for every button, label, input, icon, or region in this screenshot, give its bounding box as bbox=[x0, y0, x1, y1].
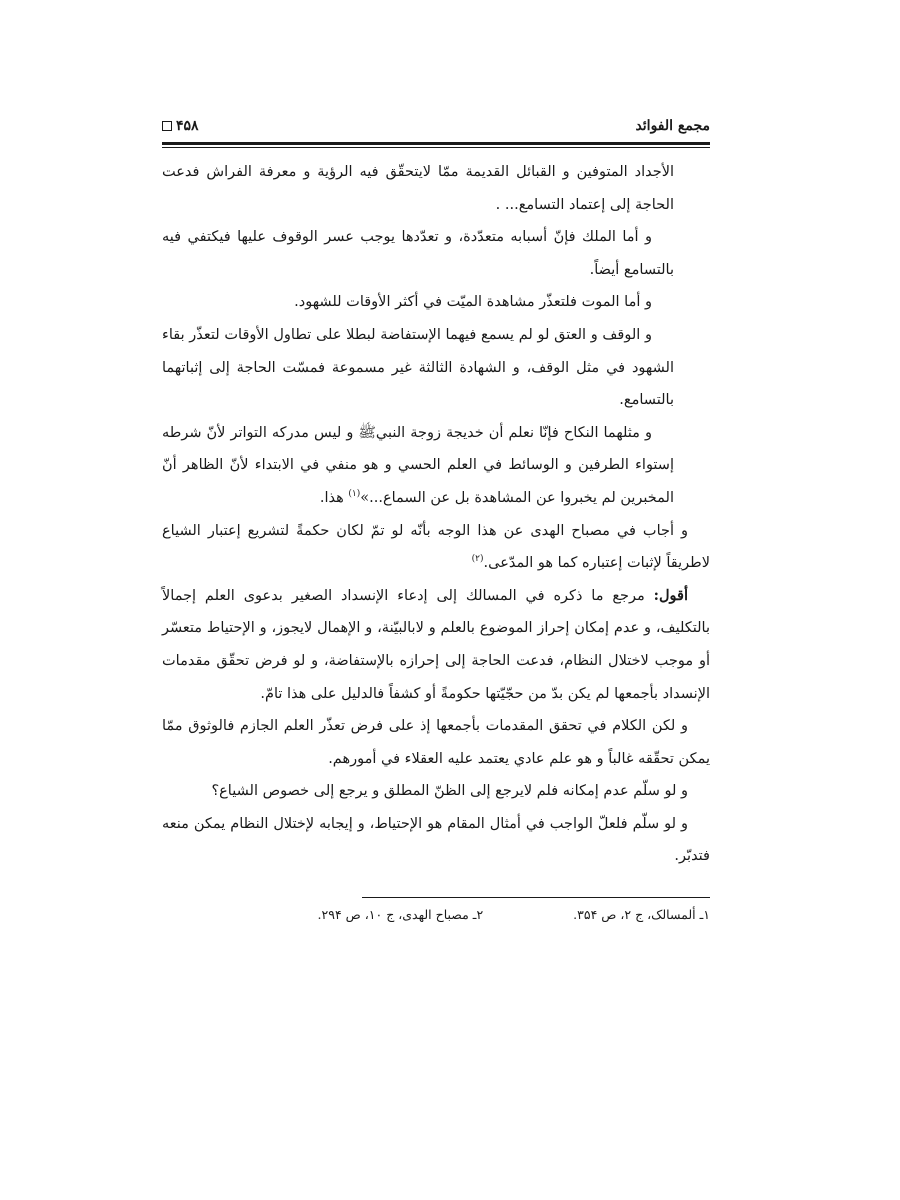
footnote-2: ۲ـ مصباح الهدى، ج ۱۰، ص ۲۹۴. bbox=[317, 907, 484, 922]
paragraph: و لكن الكلام في تحقق المقدمات بأجمعها إذ على فرض تعذّر العلم الجازم فالوثوق ممّا يمكن تحقّقه غالباً و هو علم عادي يعتمد عليه العقلاء في أمورهم. bbox=[162, 718, 710, 767]
paragraph bbox=[162, 515, 710, 580]
page-number: ۴۵۸ bbox=[176, 118, 199, 134]
header-rule-thick bbox=[162, 142, 710, 145]
page-number-block bbox=[162, 118, 199, 134]
paragraph: و أما الملك فإنّ أسبابه متعدّدة، و تعدّدها يوجب عسر الوقوف عليها فيكتفي فيه بالتسامع أيضاً. bbox=[162, 229, 674, 278]
paragraph-text: و أجاب في مصباح الهدى عن هذا الوجه بأنّه لو تمّ لكان حكمةً لتشريع إعتبار الشياع لاطريقاً لإثبات إعتباره كما هو المدّعى. bbox=[162, 522, 710, 572]
square-icon bbox=[162, 121, 172, 131]
book-title: مجمع الفوائد bbox=[635, 118, 710, 134]
paragraph: و لو سلّم فلعلّ الواجب في أمثال المقام هو الإحتياط، و إيجابه لإختلال النظام يمكن منعه فتدبّر. bbox=[162, 815, 710, 865]
paragraph bbox=[162, 580, 710, 710]
footnote-rule bbox=[362, 897, 710, 898]
paragraph-text: و مثلهما النكاح فإنّا نعلم أن خديجة زوجة النبيﷺ و ليس مدركه التواتر لأنّ شرطه إستواء الطرفين و الوسائط في العلم الحسي و هو منفي في الابتداء لأنّ الظاهر أنّ المخبرين لم يخبروا عن المشاهدة بل عن السماع...» bbox=[162, 424, 674, 506]
paragraph bbox=[162, 417, 710, 515]
header-rule-thin bbox=[162, 147, 710, 148]
footnote-ref-2: (۲) bbox=[471, 554, 484, 565]
page-header bbox=[162, 112, 710, 146]
footnote-1: ۱ـ ألمسالک، ج ۲، ص ۳۵۴. bbox=[573, 907, 710, 922]
footnote-ref-1: (۱) bbox=[348, 489, 361, 500]
paragraph: و أما الموت فلتعذّر مشاهدة الميّت في أكثر الأوقات للشهود. bbox=[294, 294, 652, 311]
paragraph: الأجداد المتوفين و القبائل القديمة ممّا لايتحقّق فيه الرؤية و معرفة الفراش فدعت الحاجة إلى إعتماد التسامع... . bbox=[162, 164, 674, 213]
footnotes bbox=[162, 907, 710, 922]
paragraph: و لو سلّم عدم إمكانه فلم لايرجع إلى الظنّ المطلق و يرجع إلى خصوص الشياع؟ bbox=[211, 783, 688, 800]
paragraph-tail: هذا. bbox=[319, 489, 349, 506]
document-page bbox=[162, 112, 710, 1112]
page-body bbox=[162, 156, 710, 873]
paragraph-text: مرجع ما ذكره في المسالك إلى إدعاء الإنسداد الصغير بدعوى العلم إجمالاً بالتكليف، و عدم إمكان إحراز الموضوع بالعلم و لابالبيّنة، و الإهمال لايجوز، و الإحتياط متعسّر أو موجب لاختلال النظام، فدعت الحاجة إلى إحرازه بالإستفاضة، و لو فرض تحقّق مقدمات الإنسداد بأجمعها لم يكن بدّ من حجّيّتها حكومةً أو كشفاً فالدليل على هذا تامّ. bbox=[162, 587, 710, 702]
paragraph-lead: أقول: bbox=[653, 586, 688, 604]
paragraph: و الوقف و العتق لو لم يسمع فيهما الإستفاضة لبطلا على تطاول الأوقات لتعذّر بقاء الشهود في مثل الوقف، و الشهادة الثالثة غير مسموعة فمسّت الحاجة إلى إثباتهما بالتسامع. bbox=[162, 326, 674, 409]
